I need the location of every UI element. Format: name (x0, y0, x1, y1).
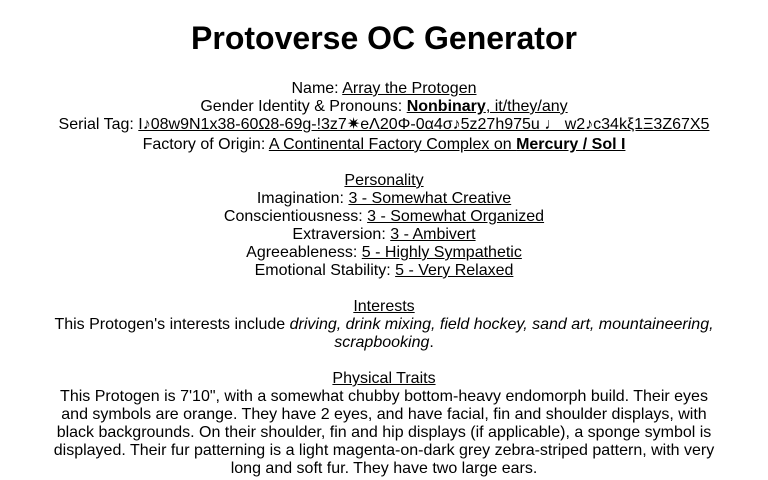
trait-row-imagination (52, 190, 716, 208)
interests-section (52, 298, 716, 352)
oc-generator-page (0, 20, 768, 478)
trait-value: 3 - Somewhat Organized (367, 208, 545, 225)
gender-label: Gender Identity & Pronouns: (200, 98, 407, 115)
name-label: Name: (291, 80, 343, 97)
serial-row (52, 116, 716, 134)
trait-row-conscientiousness (52, 208, 716, 226)
interests-intro: This Protogen's interests include (54, 316, 290, 333)
pronouns-value: , it/they/any (485, 98, 568, 115)
name-row (52, 80, 716, 98)
factory-value-wrap (269, 136, 626, 153)
trait-label: Agreeableness: (246, 244, 362, 261)
physical-heading: Physical Traits (332, 370, 436, 387)
spacer (52, 154, 716, 172)
factory-row (52, 136, 716, 154)
trait-label: Imagination: (256, 190, 349, 207)
identity-section (52, 80, 716, 154)
trait-value: 3 - Ambivert (390, 226, 476, 243)
personality-section (52, 172, 716, 280)
factory-label: Factory of Origin: (142, 136, 269, 153)
gender-pronouns-value (407, 98, 568, 115)
trait-label: Emotional Stability: (254, 262, 396, 279)
spacer (52, 352, 716, 370)
physical-description: This Protogen is 7'10", with a somewhat chubby bottom-heavy endomorph build. Their eyes and symbols are orange. They have 2 eyes, and have facial, fin and shoulder displays, with black backgrounds. On their shoulder, fin and hip displays (if applicable), a sponge symbol is displayed. Their fur patterning is a light magenta-on-dark grey zebra-striped pattern, with very long and soft fur. They have two large ears. (53, 388, 715, 477)
interests-text (52, 316, 716, 352)
factory-value: A Continental Factory Complex on (268, 136, 517, 153)
trait-row-agreeableness (52, 244, 716, 262)
trait-row-emotional-stability (52, 262, 716, 280)
serial-label: Serial Tag: (58, 116, 139, 133)
trait-value: 5 - Highly Sympathetic (361, 244, 522, 261)
interests-list: driving, drink mixing, field hockey, sand art, mountaineering, scrapbooking (289, 316, 714, 351)
interests-heading: Interests (353, 298, 415, 315)
name-value: Array the Protogen (342, 80, 477, 97)
serial-value: I♪08w9N1x38-60Ω8-69g-!3z7✷eΛ20Φ-0α4σ♪5z27h975u ♩ w2♪c34kξ1Ξ3Z67X5 (138, 116, 710, 133)
trait-row-extraversion (52, 226, 716, 244)
physical-section (52, 370, 716, 478)
interests-end: . (429, 334, 434, 351)
gender-value: Nonbinary (406, 98, 486, 115)
trait-label: Conscientiousness: (223, 208, 368, 225)
page-title: Protoverse OC Generator (191, 20, 577, 56)
personality-heading: Personality (344, 172, 424, 189)
factory-planet: Mercury / Sol I (516, 136, 626, 153)
trait-label: Extraversion: (292, 226, 391, 243)
trait-value: 5 - Very Relaxed (395, 262, 514, 279)
trait-value: 3 - Somewhat Creative (348, 190, 512, 207)
spacer (52, 280, 716, 298)
gender-row (52, 98, 716, 116)
